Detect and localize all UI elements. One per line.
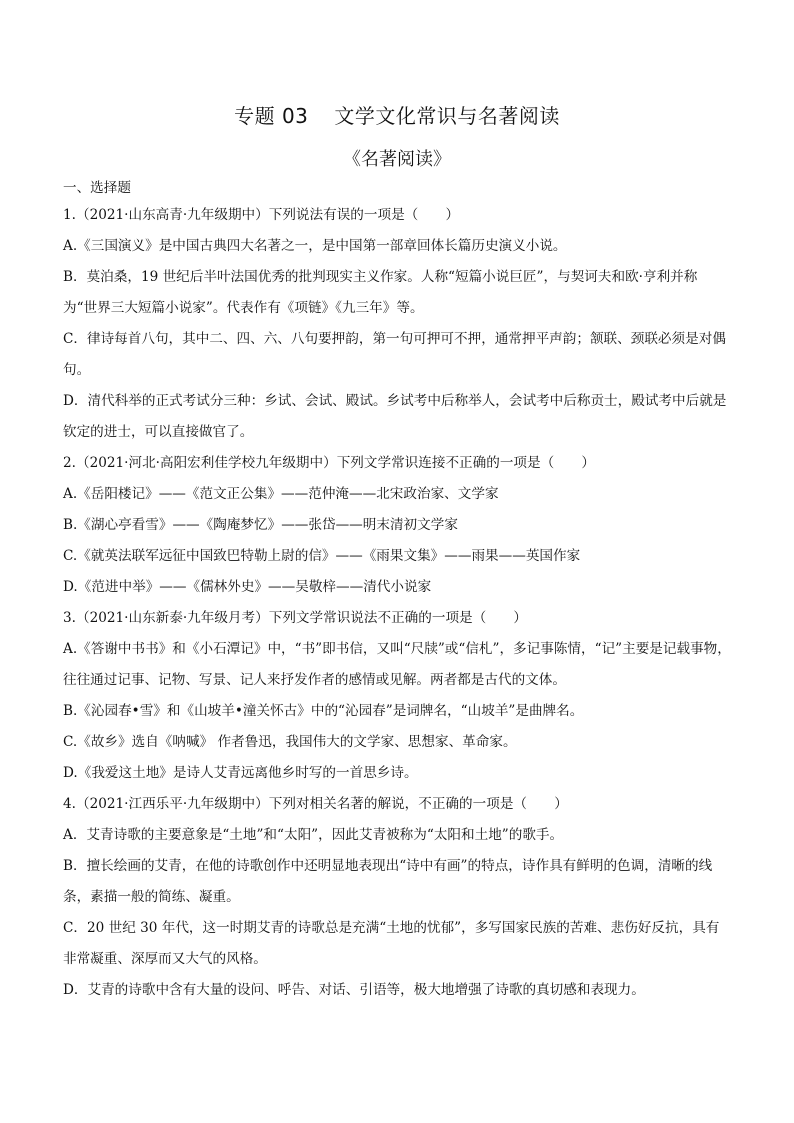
option-d: D.《范进中举》——《儒林外史》——吴敬梓——清代小说家 bbox=[63, 579, 432, 595]
option-d: D.《我爱这土地》是诗人艾青远离他乡时写的一首思乡诗。 bbox=[63, 765, 418, 781]
option-a: A.《岳阳楼记》——《范文正公集》——范仲淹——北宋政治家、文学家 bbox=[63, 486, 499, 502]
option-a: A．艾青诗歌的主要意象是“土地”和“太阳”，因此艾青被称为“太阳和土地”的歌手。 bbox=[63, 827, 564, 843]
option-b: B．擅长绘画的艾青，在他的诗歌创作中还明显地表现出“诗中有画”的特点，诗作具有鲜明的色调，清晰的线条，素描一般的简练、凝重。 bbox=[63, 858, 713, 905]
topic-name: 文学文化常识与名著阅读 bbox=[334, 104, 560, 128]
option-c: C.《就英法联军远征中国致巴特勒上尉的信》——《雨果文集》——雨果——英国作家 bbox=[63, 548, 581, 564]
option-d: D．清代科举的正式考试分三种：乡试、会试、殿试。乡试考中后称举人，会试考中后称贡士，殿试考中后就是钦定的进士，可以直接做官了。 bbox=[63, 393, 727, 440]
option-b: B.《沁园春•雪》和《山坡羊•潼关怀古》中的“沁园春”是词牌名，“山坡羊”是曲牌名。 bbox=[63, 703, 584, 719]
topic-number: 专题 03 bbox=[234, 104, 309, 128]
option-c: C．20 世纪 30 年代，这一时期艾青的诗歌总是充满“土地的忧郁”，多写国家民族的苦难、悲伤好反抗，具有非常凝重、深厚而又大气的风格。 bbox=[63, 920, 720, 967]
question-list bbox=[63, 176, 731, 1006]
question-stem: 1.（2021·山东高青·九年级期中）下列说法有误的一项是（ ） bbox=[63, 207, 460, 223]
option-c: C．律诗每首八句，其中二、四、六、八句要押韵，第一句可押可不押，通常押平声韵；颔联、颈联必须是对偶句。 bbox=[63, 331, 726, 378]
document-title bbox=[0, 100, 794, 129]
section-heading: 一、选择题 bbox=[63, 180, 131, 196]
option-c: C.《故乡》选自《呐喊》 作者鲁迅，我国伟大的文学家、思想家、革命家。 bbox=[63, 734, 517, 750]
option-a: A.《三国演义》是中国古典四大名著之一，是中国第一部章回体长篇历史演义小说。 bbox=[63, 238, 567, 254]
option-b: B.《湖心亭看雪》——《陶庵梦忆》——张岱——明末清初文学家 bbox=[63, 517, 458, 533]
option-a: A.《答谢中书书》和《小石潭记》中，“书”即书信，又叫“尺牍”或“信札”，多记事陈情，“记”主要是记载事物，往往通过记事、记物、写景、记人来抒发作者的感情或见解。两者都是古代的文体。 bbox=[63, 641, 731, 688]
question-stem: 2.（2021·河北·高阳宏利佳学校九年级期中）下列文学常识连接不正确的一项是（ ） bbox=[63, 455, 595, 471]
question-stem: 4.（2021·江西乐平·九年级期中）下列对相关名著的解说，不正确的一项是（ ） bbox=[63, 796, 568, 812]
option-b: B．莫泊桑，19 世纪后半叶法国优秀的批判现实主义作家。人称“短篇小说巨匠”，与契诃夫和欧·亨利并称为“世界三大短篇小说家”。代表作有《项链》《九三年》等。 bbox=[63, 269, 698, 316]
document-subtitle: 《名著阅读》 bbox=[343, 149, 451, 170]
option-d: D．艾青的诗歌中含有大量的设问、呼告、对话、引语等，极大地增强了诗歌的真切感和表现力。 bbox=[63, 982, 645, 998]
question-stem: 3.（2021·山东新泰·九年级月考）下列文学常识说法不正确的一项是（ ） bbox=[63, 610, 528, 626]
